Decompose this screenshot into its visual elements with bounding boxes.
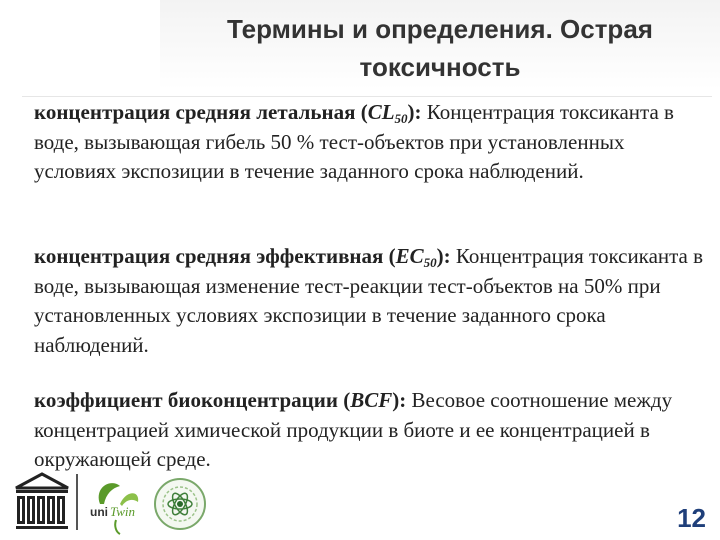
logo-strip: [10, 470, 230, 540]
divider: [22, 96, 712, 97]
definition-subscript: 50: [394, 111, 408, 126]
slide-title: Термины и определения. Острая токсичность: [227, 14, 653, 82]
logo-separator: [76, 474, 78, 530]
unitwin-logo-label: [10, 470, 11, 471]
svg-text:Twin: Twin: [110, 504, 136, 519]
definition-bcf: [34, 386, 704, 475]
page-number: 12: [677, 503, 706, 533]
definition-term: концентрация средняя летальная (: [34, 100, 368, 124]
definition-close: ):: [407, 100, 422, 124]
unesco-logo-label: [10, 470, 11, 471]
definition-close: ):: [392, 388, 407, 412]
definition-cl50: [34, 98, 704, 187]
unitwin-logo: [86, 474, 146, 536]
definition-text: Концентрация токсиканта в воде, вызывающая гибель 50 % тест-объектов при установленных условиях экспозиции в течение заданного срока наблюдений.: [34, 100, 674, 183]
definition-text: Весовое соотношение между концентрацией химической продукции в биоте и ее концентрацией в окружающей среде.: [34, 388, 673, 471]
definition-term: коэффициент биоконцентрации (: [34, 388, 351, 412]
definition-ec50: [34, 242, 704, 360]
chemistry-emblem-icon: [152, 476, 208, 532]
definition-close: ):: [436, 244, 451, 268]
definition-term: концентрация средняя эффективная (: [34, 244, 396, 268]
definition-abbr: EC: [395, 244, 424, 268]
definition-subscript: 50: [423, 255, 437, 270]
svg-text:uni: uni: [90, 505, 108, 519]
definition-abbr: CL: [367, 100, 395, 124]
definition-text: Концентрация токсиканта в воде, вызывающая изменение тест-реакции тест-объектов на 50% при установленных условиях экспозиции в течение заданного срока наблюдений.: [34, 244, 704, 357]
definition-abbr: BCF: [350, 388, 393, 412]
unesco-logo: [12, 470, 72, 534]
